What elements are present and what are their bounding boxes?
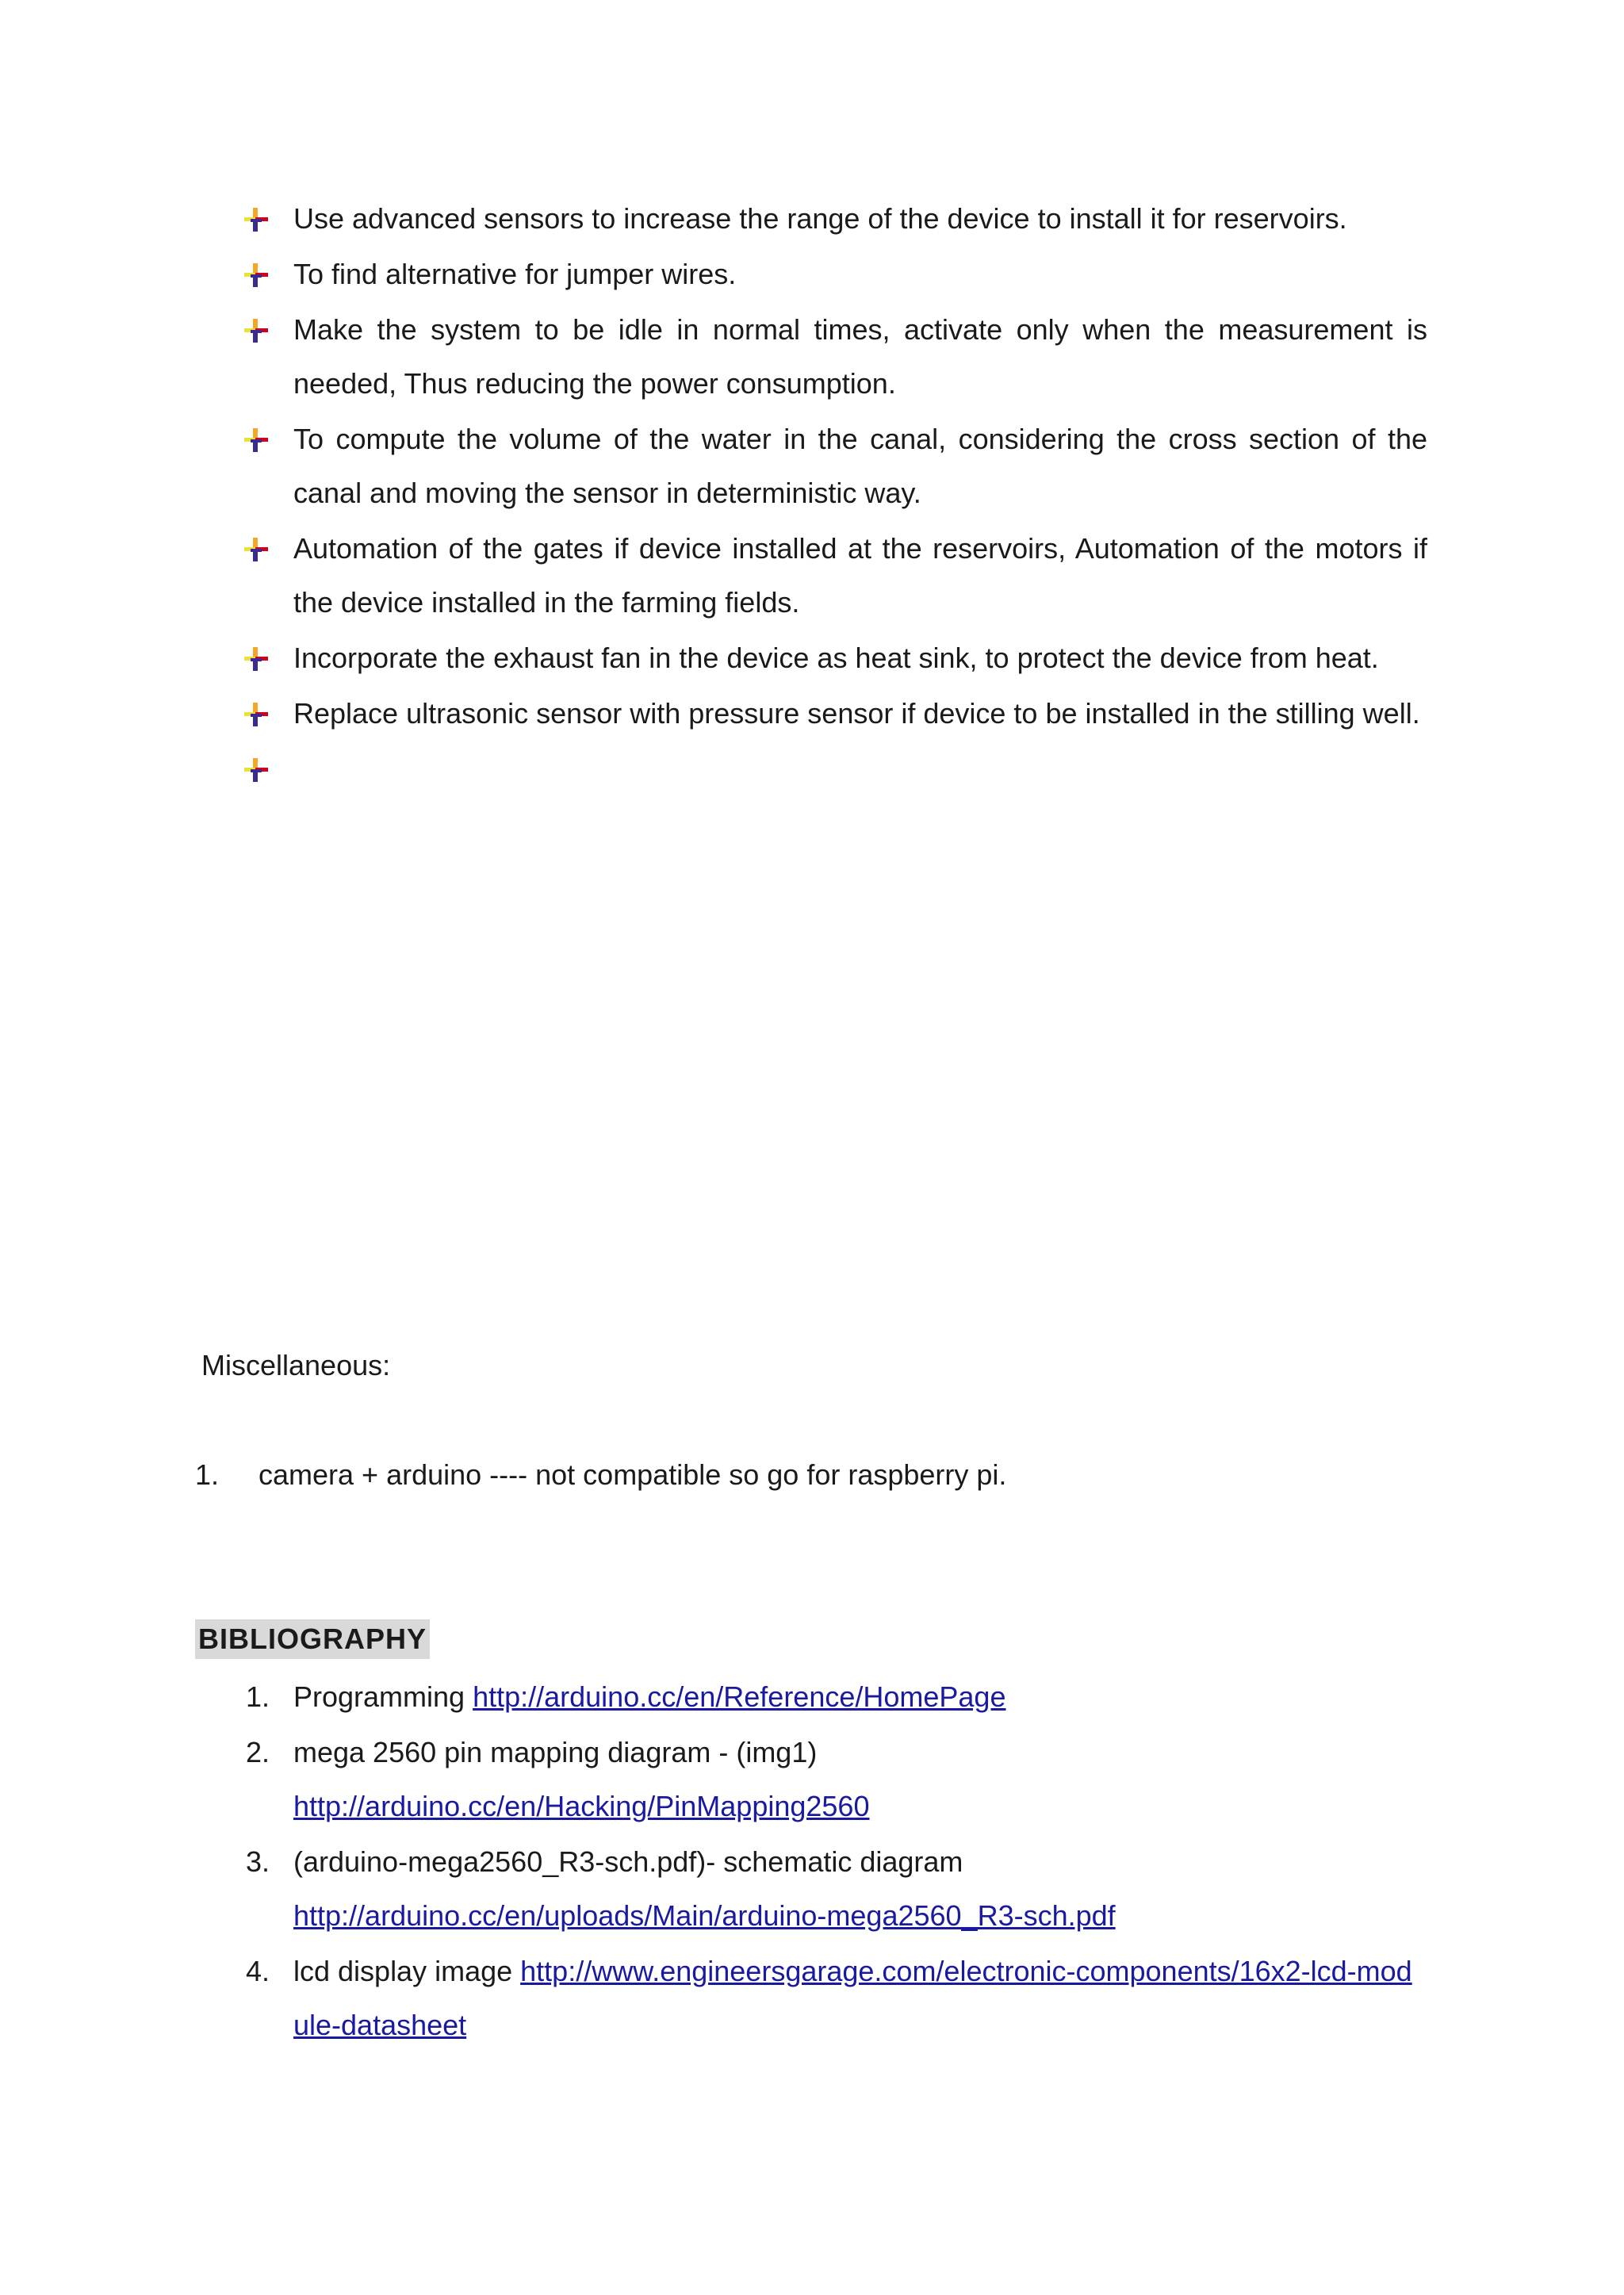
four-color-cross-bullet-icon — [244, 428, 268, 452]
bibliography-item-text: mega 2560 pin mapping diagram - (img1) — [293, 1736, 818, 1768]
bibliography-item-number: 3. — [246, 1845, 270, 1878]
four-color-cross-bullet-icon — [244, 263, 268, 287]
bullet-text: Replace ultrasonic sensor with pressure sensor if device to be installed in the stilling well. — [293, 697, 1420, 730]
bullet-item — [238, 192, 1427, 246]
bibliography-item-text: lcd display image — [293, 1955, 521, 1987]
bibliography-item-text: Programming — [293, 1680, 473, 1713]
misc-list-item — [195, 1456, 1006, 1494]
bullet-item — [238, 631, 1427, 685]
four-color-cross-bullet-icon — [244, 319, 268, 343]
four-color-cross-bullet-icon — [244, 647, 268, 671]
bibliography-item — [238, 1944, 1427, 2052]
bibliography-item — [238, 1726, 1427, 1833]
bullet-text: To compute the volume of the water in the canal, considering the cross section of the canal and moving the sensor in deterministic way. — [293, 423, 1427, 509]
misc-item-text: camera + arduino ---- not compatible so go for raspberry pi. — [259, 1458, 1007, 1491]
bullet-item — [238, 412, 1427, 520]
bullet-text: To find alternative for jumper wires. — [293, 258, 737, 290]
bullet-item — [238, 522, 1427, 630]
bullet-item — [238, 247, 1427, 301]
four-color-cross-bullet-icon — [244, 208, 268, 232]
bibliography-item-number: 4. — [246, 1955, 270, 1987]
four-color-cross-bullet-icon — [244, 703, 268, 726]
bibliography-item — [238, 1670, 1427, 1724]
bibliography-list — [238, 1670, 1427, 2054]
bibliography-link[interactable]: http://arduino.cc/en/uploads/Main/arduino-mega2560_R3-sch.pdf — [293, 1899, 1116, 1932]
miscellaneous-heading: Miscellaneous: — [201, 1349, 391, 1381]
bibliography-item-number: 1. — [246, 1680, 270, 1713]
bibliography-heading: BIBLIOGRAPHY — [195, 1619, 430, 1659]
bullet-item — [238, 687, 1427, 741]
four-color-cross-bullet-icon — [244, 538, 268, 561]
misc-item-number: 1. — [195, 1458, 220, 1491]
bullet-text: Use advanced sensors to increase the range of the device to install it for reservoirs. — [293, 202, 1347, 235]
bibliography-link[interactable]: http://arduino.cc/en/Reference/HomePage — [473, 1680, 1006, 1713]
bibliography-link[interactable]: http://arduino.cc/en/Hacking/PinMapping2560 — [293, 1790, 870, 1822]
bullet-text: Automation of the gates if device installed at the reservoirs, Automation of the motors if the device installed in the farming fields. — [293, 532, 1427, 619]
bullet-item — [238, 303, 1427, 411]
bullet-text: Incorporate the exhaust fan in the device as heat sink, to protect the device from heat. — [293, 642, 1379, 674]
bibliography-link[interactable]: http://www.engineersgarage.com/electronic-components/16x2-lcd-module-datasheet — [293, 1955, 1412, 2041]
bibliography-item-number: 2. — [246, 1736, 270, 1768]
bullet-item-empty — [238, 742, 1427, 796]
bibliography-item — [238, 1835, 1427, 1943]
four-color-cross-bullet-icon — [244, 758, 268, 782]
future-work-bullet-list — [238, 192, 1427, 798]
bibliography-item-text: (arduino-mega2560_R3-sch.pdf)- schematic diagram — [293, 1845, 963, 1878]
bullet-text: Make the system to be idle in normal times, activate only when the measurement is needed, Thus reducing the power consumption. — [293, 313, 1427, 400]
